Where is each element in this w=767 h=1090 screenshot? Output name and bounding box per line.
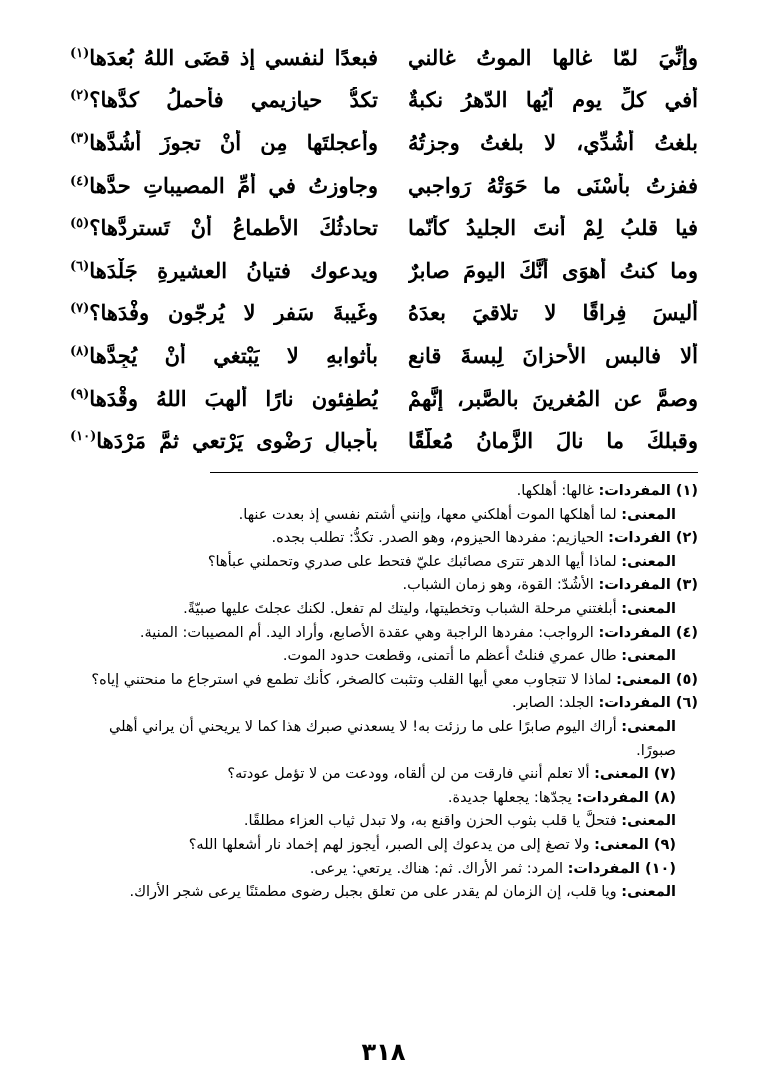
footnote-line — [70, 763, 698, 787]
first-hemistich: أليسَ فِراقًا لا تلاقيَ بعدَهُ — [408, 300, 698, 326]
second-hemistich-text: يُطفِئون نارًا ألهبَ اللهُ وقْدَها — [89, 385, 378, 411]
first-hemistich: ففزتُ بأسْنَى ما حَوَتْهُ رَواجبي — [408, 172, 698, 198]
footnote-line — [70, 692, 698, 716]
second-hemistich-text: تحادثُكَ الأطماعُ أنْ تَستردَّها؟ — [89, 215, 378, 241]
verse — [70, 164, 698, 207]
second-hemistich — [70, 45, 378, 70]
footnote-line — [70, 574, 698, 598]
page-number: ٣١٨ — [361, 1038, 406, 1066]
footnote-text: ولا تصغ إلى من يدعوك إلى الصبر، أيجوز لهم إخماد نار أشعلها الله؟ — [188, 836, 595, 853]
footnote-line — [70, 858, 698, 882]
second-hemistich — [70, 173, 378, 198]
footnote-label: المعنى: — [621, 884, 676, 901]
footnote-line — [70, 716, 698, 763]
footnote-text: لماذا لا تتجاوب معي أيها القلب وتثبت كالصخر، كأنك تطمع في استرجاع ما منحتني إياه؟ — [91, 671, 617, 688]
verse — [70, 206, 698, 249]
footnote-line — [70, 669, 698, 693]
first-hemistich: فيا قلبُ لِمْ أنتَ الجليدُ كأنّما — [408, 215, 698, 241]
footnote-line — [70, 598, 698, 622]
verse — [70, 36, 698, 79]
first-hemistich: ألا فالبسِ الأحزانَ لِبسةَ قانعٍ — [408, 342, 698, 368]
footnote-text: ويا قلب، إن الزمان لم يقدر على من تعلق بجبل رضوى مطمئنًا يرعى شجر الأراك. — [129, 884, 622, 901]
verse — [70, 377, 698, 420]
footnote-label: (٩) المعنى: — [594, 836, 676, 853]
footnote-text: ألا تعلم أنني فارقت من لن ألقاه، وودعت من لا تؤمل عودته؟ — [227, 766, 595, 783]
footnote-text: طال عمري فنلتُ أعظم ما أتمنى، وقطعت حدود الموت. — [282, 648, 622, 665]
footnote-text: غالها: أهلكها. — [516, 483, 599, 499]
footnote-reference: (٦) — [70, 258, 90, 274]
footnote-reference: (٩) — [70, 386, 90, 402]
footnote-label: المعنى: — [621, 648, 676, 665]
second-hemistich — [70, 215, 378, 240]
verse — [70, 419, 698, 462]
footnote-text: لما أهلكها الموت أهلكني معها، وإنني أشتم نفسي إذ بعدت عنها. — [238, 506, 622, 523]
footnote-reference: (٤) — [70, 173, 90, 189]
second-hemistich-text: بأثوابهِ لا يَبْتغي أنْ يُجِدَّها — [89, 342, 378, 368]
verse — [70, 292, 698, 335]
footnote-label: (٤) المفردات: — [598, 624, 698, 641]
footnote-line — [70, 527, 698, 551]
first-hemistich: وما كنتُ أهوَى أنَّكَ اليومَ صابرٌ — [408, 257, 698, 283]
footnote-line — [70, 645, 698, 669]
second-hemistich-text: وجاوزتُ في أُمِّ المصيباتِ حدَّها — [89, 172, 378, 198]
first-hemistich: أفي كلِّ يوم أيُها الدّهرُ نكبةٌ — [408, 87, 698, 113]
footnote-reference: (٢) — [70, 88, 90, 104]
second-hemistich-text: وأعجلتَها مِن أنْ تجوزَ أشُدَّها — [89, 129, 378, 155]
footnote-reference: (٣) — [70, 130, 90, 146]
footnote-label: (١) المفردات: — [598, 483, 698, 499]
footnote-line — [70, 810, 698, 834]
footnote-line — [70, 622, 698, 646]
footnote-divider — [210, 472, 698, 473]
verse — [70, 121, 698, 164]
footnote-line — [70, 551, 698, 575]
verse — [70, 79, 698, 122]
footnote-label: المعنى: — [621, 600, 676, 617]
footnote-text: الجلد: الصابر. — [512, 695, 599, 712]
footnote-label: (١٠) المفردات: — [567, 860, 676, 877]
footnote-line — [70, 480, 698, 504]
footnote-reference: (١٠) — [70, 429, 97, 445]
footnote-label: (٦) المفردات: — [598, 695, 698, 712]
footnote-label: (٨) المفردات: — [576, 789, 676, 806]
poem — [70, 36, 698, 462]
first-hemistich: وإنِّيَ لمّا غالها الموتُ غالني — [408, 44, 698, 70]
footnotes — [70, 480, 698, 905]
second-hemistich — [70, 343, 378, 368]
footnote-reference: (٥) — [70, 216, 90, 232]
footnote-label: (٣) المفردات: — [598, 577, 698, 594]
footnote-reference: (١) — [70, 45, 90, 61]
footnote-label: المعنى: — [621, 553, 676, 570]
first-hemistich: وقبلكَ ما نالَ الزَّمانُ مُعلَّقًا — [408, 428, 698, 454]
verse — [70, 249, 698, 292]
second-hemistich — [70, 300, 378, 325]
footnote-reference: (٧) — [70, 301, 90, 317]
footnote-line — [70, 881, 698, 905]
verse — [70, 334, 698, 377]
second-hemistich — [70, 428, 378, 453]
footnote-text: الأشُدّ: القوة، وهو زمان الشباب. — [402, 577, 599, 594]
footnote-reference: (٨) — [70, 343, 90, 359]
footnote-label: المعنى: — [621, 813, 676, 830]
first-hemistich: بلغتُ أشُدِّي، لا بلغتُ وجزتُهُ — [408, 129, 698, 155]
second-hemistich — [70, 87, 378, 112]
footnote-text: المرد: ثمر الأراك. ثم: هناك. يرتعي: يرعى. — [309, 860, 568, 877]
footnote-text: يجدّها: يجعلها جديدة. — [447, 789, 577, 806]
second-hemistich-text: ويدعوك فتيانُ العشيرةِ جَلْدَها — [89, 257, 378, 283]
footnote-text: لماذا أيها الدهر تترى مصائبك عليّ فتحط على صدري وتحملني عبأها؟ — [207, 553, 622, 570]
footnote-label: المعنى: — [621, 506, 676, 523]
footnote-label: (٢) الفردات: — [608, 530, 698, 547]
footnote-line — [70, 834, 698, 858]
footnote-label: (٥) المعنى: — [616, 671, 698, 688]
second-hemistich — [70, 258, 378, 283]
footnote-text: الحيازيم: مفردها الحيزوم، وهو الصدر. تكدُّ: تطلب بجده. — [271, 530, 609, 547]
first-hemistich: وصمَّ عنِ المُغرينَ بالصَّبرِ، إنَّهمْ — [408, 385, 698, 411]
footnote-label: المعنى: — [621, 718, 676, 735]
second-hemistich-text: تكدُّ حيازيمي فأحملُ كدَّها؟ — [89, 87, 378, 113]
footnote-text: فتحلَّ يا قلب بثوب الحزن واقنع به، ولا تبدل ثياب العزاء مطلقًا. — [243, 813, 622, 830]
second-hemistich-text: وغَيبةَ سَفرٍ لا يُرجّون وفْدَها؟ — [89, 300, 378, 326]
footnote-text: الرواجب: مفردها الراجبة وهي عقدة الأصابع، وأراد اليد. أم المصيبات: المنية. — [139, 624, 599, 641]
footnote-line — [70, 504, 698, 528]
footnote-line — [70, 787, 698, 811]
footnote-text: أراك اليوم صابرًا على ما رزئت به! لا يسعدني صبرك هذا كما لا يريحني أن يراني أهلي صبورًا. — [109, 718, 676, 759]
second-hemistich-text: فبعدًا لنفسي إذ قضَى اللهُ بُعدَها — [89, 44, 378, 70]
footnote-text: أبلغتني مرحلة الشباب وتخطيتها، وليتك لم تفعل. لكنك عجلتَ عليها صبيّةً. — [183, 600, 622, 617]
second-hemistich — [70, 386, 378, 411]
second-hemistich-text: بأجبالِ رَضْوى يَرْتعي ثمَّ مَرْدَها — [96, 428, 378, 454]
second-hemistich — [70, 130, 378, 155]
footnote-label: (٧) المعنى: — [594, 766, 676, 783]
